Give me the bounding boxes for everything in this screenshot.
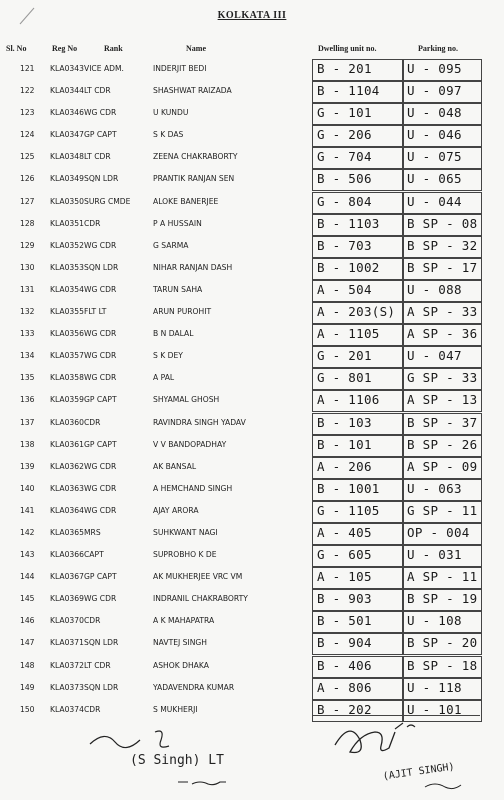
- parking-cell-value: B SP - 08: [407, 215, 478, 231]
- parking-cell-value: U - 108: [407, 613, 462, 629]
- dwelling-unit-cell-value: A - 105: [317, 569, 372, 585]
- parking-cell-value: U - 046: [407, 127, 462, 143]
- name-cell: AJAY ARORA: [153, 505, 199, 515]
- rank-cell: VICE ADM.: [84, 64, 124, 73]
- rank-cell: CDR: [84, 704, 101, 714]
- reg-no-cell: KLA0360: [50, 417, 84, 427]
- document-title: KOLKATA III: [217, 10, 287, 21]
- rank-cell: GP CAPT: [84, 439, 117, 449]
- dwelling-unit-cell-value: G - 704: [317, 149, 372, 165]
- table-row: [0, 192, 504, 214]
- sl-no-cell: 137: [20, 417, 35, 427]
- parking-cell: [402, 390, 482, 412]
- rank-cell: WG CDR: [84, 373, 117, 383]
- parking-cell: [402, 545, 482, 567]
- parking-cell: [402, 103, 482, 125]
- sl-no-cell: 122: [20, 86, 35, 96]
- reg-no-cell: KLA0367: [50, 572, 84, 582]
- rank-cell: CDR: [84, 218, 101, 228]
- rank-cell: MRS: [84, 527, 101, 537]
- sl-no-cell: 135: [20, 373, 35, 383]
- rank-cell: SQN LDR: [84, 262, 119, 272]
- dwelling-unit-cell: [312, 545, 404, 567]
- rank-cell: WG CDR: [84, 505, 117, 515]
- table-row: [0, 479, 504, 501]
- parking-cell: [402, 59, 482, 81]
- name-cell: NAVTEJ SINGH: [153, 638, 208, 648]
- name-cell: AK MUKHERJEE VRC VM: [153, 572, 243, 582]
- dwelling-unit-cell: [312, 413, 404, 435]
- sl-no-cell: 141: [20, 505, 35, 515]
- name-cell: S K DAS: [153, 130, 184, 140]
- rank-cell: SQN LDR: [84, 174, 119, 184]
- parking-cell-value: U - 065: [407, 171, 462, 187]
- name-cell: YADAVENDRA KUMAR: [153, 682, 235, 692]
- dwelling-unit-cell-value: G - 804: [317, 193, 372, 209]
- dwelling-unit-cell: [312, 501, 404, 523]
- dwelling-unit-cell-value: G - 101: [317, 105, 372, 121]
- parking-cell: [402, 169, 482, 191]
- table-row: [0, 258, 504, 280]
- parking-cell-value: U - 063: [407, 480, 462, 496]
- name-cell: ASHOK DHAKA: [153, 660, 209, 670]
- dwelling-unit-cell-value: G - 201: [317, 348, 372, 364]
- dwelling-unit-cell: [312, 656, 404, 678]
- dwelling-unit-cell: [312, 147, 404, 169]
- parking-cell: [402, 81, 482, 103]
- name-cell: B N DALAL: [153, 329, 194, 339]
- sl-no-cell: 123: [20, 108, 35, 118]
- rank-cell: CDR: [84, 616, 101, 626]
- dwelling-unit-cell-value: B - 904: [317, 635, 372, 651]
- rank-cell: WG CDR: [84, 329, 117, 339]
- name-cell: G SARMA: [153, 240, 189, 250]
- name-cell: PRANTIK RANJAN SEN: [153, 174, 235, 184]
- table-row: [0, 435, 504, 457]
- parking-cell-value: A SP - 36: [407, 326, 478, 342]
- dwelling-unit-cell: [312, 346, 404, 368]
- reg-no-cell: KLA0370: [50, 616, 84, 626]
- table-row: [0, 147, 504, 169]
- name-cell: S K DEY: [153, 351, 183, 361]
- rank-cell: LT CDR: [84, 86, 111, 96]
- reg-no-cell: KLA0358: [50, 373, 84, 383]
- reg-no-cell: KLA0352: [50, 240, 84, 250]
- name-cell: ALOKE BANERJEE: [153, 196, 219, 206]
- left-signature: [60, 722, 260, 792]
- sl-no-cell: 148: [20, 660, 35, 670]
- dwelling-unit-cell-value: B - 103: [317, 414, 372, 430]
- sl-no-cell: 132: [20, 307, 35, 317]
- reg-no-cell: KLA0362: [50, 461, 84, 471]
- table-row: [0, 302, 504, 324]
- right-signature-name: (AJIT SINGH): [382, 761, 456, 783]
- dwelling-unit-cell: [312, 523, 404, 545]
- parking-cell: [402, 633, 482, 655]
- sl-no-cell: 125: [20, 152, 35, 162]
- dwelling-unit-cell: [312, 390, 404, 412]
- dwelling-unit-cell: [312, 368, 404, 390]
- parking-cell-value: A SP - 33: [407, 304, 478, 320]
- rank-cell: WG CDR: [84, 108, 117, 118]
- dwelling-unit-cell-value: A - 806: [317, 679, 372, 695]
- dwelling-unit-cell-value: B - 201: [317, 61, 372, 76]
- dwelling-unit-cell: [312, 678, 404, 700]
- parking-cell-value: A SP - 09: [407, 458, 478, 474]
- reg-no-cell: KLA0361: [50, 439, 84, 449]
- table-row: [0, 214, 504, 236]
- name-cell: RAVINDRA SINGH YADAV: [153, 417, 246, 427]
- parking-cell: [402, 589, 482, 611]
- parking-cell: [402, 147, 482, 169]
- name-cell: U KUNDU: [153, 108, 189, 118]
- table-row: [0, 413, 504, 435]
- dwelling-unit-cell: [312, 59, 404, 81]
- dwelling-unit-cell: [312, 81, 404, 103]
- reg-no-cell: KLA0363: [50, 483, 84, 493]
- name-cell: NIHAR RANJAN DASH: [153, 262, 233, 272]
- sl-no-cell: 143: [20, 550, 35, 560]
- sl-no-cell: 134: [20, 351, 35, 361]
- left-signature-name: (S Singh) LT: [130, 753, 224, 768]
- dwelling-unit-cell: [312, 103, 404, 125]
- name-cell: V V BANDOPADHAY: [153, 439, 227, 449]
- allotment-table: [0, 59, 504, 722]
- dwelling-unit-cell: [312, 280, 404, 302]
- table-row: [0, 169, 504, 191]
- sl-no-cell: 139: [20, 461, 35, 471]
- table-row: [0, 656, 504, 678]
- parking-cell: [402, 435, 482, 457]
- header-name: Name: [186, 44, 206, 53]
- dwelling-unit-cell: [312, 589, 404, 611]
- dwelling-unit-cell-value: A - 504: [317, 281, 372, 297]
- dwelling-unit-cell-value: B - 903: [317, 591, 372, 607]
- parking-cell: [402, 413, 482, 435]
- parking-cell-value: G SP - 11: [407, 502, 478, 518]
- reg-no-cell: KLA0349: [50, 174, 84, 184]
- dwelling-unit-cell-value: B - 501: [317, 613, 372, 629]
- dwelling-unit-cell-value: A - 206: [317, 458, 372, 474]
- sl-no-cell: 145: [20, 594, 35, 604]
- dwelling-unit-cell: [312, 324, 404, 346]
- table-row: [0, 678, 504, 700]
- sl-no-cell: 126: [20, 174, 35, 184]
- table-row: [0, 633, 504, 655]
- dwelling-unit-cell: [312, 214, 404, 236]
- dwelling-unit-cell: [312, 633, 404, 655]
- dwelling-unit-cell-value: B - 406: [317, 657, 372, 673]
- dwelling-unit-cell: [312, 169, 404, 191]
- sl-no-cell: 136: [20, 395, 35, 405]
- parking-cell: [402, 678, 482, 700]
- dwelling-unit-cell: [312, 258, 404, 280]
- sl-no-cell: 128: [20, 218, 35, 228]
- sl-no-cell: 131: [20, 284, 35, 294]
- rank-cell: CAPT: [84, 550, 104, 560]
- dwelling-unit-cell: [312, 192, 404, 214]
- table-row: [0, 501, 504, 523]
- dwelling-unit-cell-value: A - 203(S): [317, 304, 396, 320]
- reg-no-cell: KLA0343: [50, 64, 84, 73]
- reg-no-cell: KLA0355: [50, 307, 84, 317]
- rank-cell: SQN LDR: [84, 682, 119, 692]
- parking-cell-value: B SP - 18: [407, 657, 478, 673]
- reg-no-cell: KLA0364: [50, 505, 84, 515]
- parking-cell-value: U - 047: [407, 348, 462, 364]
- parking-cell-value: U - 095: [407, 61, 462, 76]
- rank-cell: SURG CMDE: [84, 196, 131, 206]
- rank-cell: WG CDR: [84, 461, 117, 471]
- parking-cell: [402, 611, 482, 633]
- parking-cell-value: B SP - 37: [407, 414, 478, 430]
- name-cell: ZEENA CHAKRABORTY: [153, 152, 238, 162]
- sl-no-cell: 121: [20, 64, 35, 73]
- table-row: [0, 280, 504, 302]
- rank-cell: LT CDR: [84, 660, 111, 670]
- dwelling-unit-cell: [312, 236, 404, 258]
- dwelling-unit-cell-value: B - 1002: [317, 259, 380, 275]
- sl-no-cell: 127: [20, 196, 35, 206]
- parking-cell-value: B SP - 17: [407, 259, 478, 275]
- reg-no-cell: KLA0366: [50, 550, 84, 560]
- parking-cell-value: U - 075: [407, 149, 462, 165]
- rank-cell: WG CDR: [84, 240, 117, 250]
- parking-cell: [402, 523, 482, 545]
- dwelling-unit-cell: [312, 479, 404, 501]
- name-cell: INDERJIT BEDI: [153, 64, 207, 73]
- table-row: [0, 324, 504, 346]
- parking-cell: [402, 214, 482, 236]
- rank-cell: SQN LDR: [84, 638, 119, 648]
- table-row: [0, 368, 504, 390]
- dwelling-unit-cell: [312, 125, 404, 147]
- reg-no-cell: KLA0365: [50, 527, 84, 537]
- table-row: [0, 103, 504, 125]
- parking-cell-value: A SP - 13: [407, 392, 478, 408]
- rank-cell: WG CDR: [84, 483, 117, 493]
- table-row: [0, 457, 504, 479]
- rank-cell: WG CDR: [84, 284, 117, 294]
- name-cell: S MUKHERJI: [153, 704, 198, 714]
- reg-no-cell: KLA0369: [50, 594, 84, 604]
- reg-no-cell: KLA0351: [50, 218, 84, 228]
- rank-cell: LT CDR: [84, 152, 111, 162]
- parking-cell: [402, 368, 482, 390]
- dwelling-unit-cell-value: A - 1105: [317, 326, 380, 342]
- dwelling-unit-cell-value: B - 101: [317, 436, 372, 452]
- parking-cell: [402, 567, 482, 589]
- table-row: [0, 611, 504, 633]
- dwelling-unit-cell-value: B - 1001: [317, 480, 380, 496]
- reg-no-cell: KLA0354: [50, 284, 84, 294]
- name-cell: SHASHWAT RAIZADA: [153, 86, 232, 96]
- header-sl-no: Sl. No: [6, 44, 27, 53]
- parking-cell: [402, 280, 482, 302]
- sl-no-cell: 147: [20, 638, 35, 648]
- reg-no-cell: KLA0353: [50, 262, 84, 272]
- sl-no-cell: 144: [20, 572, 35, 582]
- sl-no-cell: 133: [20, 329, 35, 339]
- reg-no-cell: KLA0357: [50, 351, 84, 361]
- table-row: [0, 59, 504, 81]
- dwelling-unit-cell: [312, 457, 404, 479]
- dwelling-unit-cell-value: A - 405: [317, 524, 372, 540]
- dwelling-unit-cell-value: G - 801: [317, 370, 372, 386]
- dwelling-unit-cell-value: G - 605: [317, 547, 372, 563]
- parking-cell-value: U - 088: [407, 281, 462, 297]
- dwelling-unit-cell-value: B - 1103: [317, 215, 380, 231]
- parking-cell-value: U - 048: [407, 105, 462, 121]
- rank-cell: GP CAPT: [84, 130, 117, 140]
- name-cell: TARUN SAHA: [153, 284, 203, 294]
- parking-cell-value: U - 044: [407, 193, 462, 209]
- parking-cell-value: B SP - 26: [407, 436, 478, 452]
- table-row: [0, 81, 504, 103]
- rank-cell: WG CDR: [84, 351, 117, 361]
- reg-no-cell: KLA0371: [50, 638, 84, 648]
- dwelling-unit-cell: [312, 611, 404, 633]
- name-cell: A K MAHAPATRA: [153, 616, 215, 626]
- parking-cell-value: B SP - 20: [407, 635, 478, 651]
- sl-no-cell: 149: [20, 682, 35, 692]
- header-dwelling-unit: Dwelling unit no.: [318, 44, 377, 53]
- sl-no-cell: 124: [20, 130, 35, 140]
- rank-cell: FLT LT: [84, 307, 107, 317]
- rank-cell: GP CAPT: [84, 395, 117, 405]
- rank-cell: GP CAPT: [84, 572, 117, 582]
- dwelling-unit-cell: [312, 302, 404, 324]
- header-reg-no: Reg No: [52, 44, 78, 53]
- reg-no-cell: KLA0347: [50, 130, 84, 140]
- dwelling-unit-cell-value: B - 202: [317, 701, 372, 717]
- name-cell: SHYAMAL GHOSH: [153, 395, 220, 405]
- reg-no-cell: KLA0374: [50, 704, 84, 714]
- parking-cell: [402, 346, 482, 368]
- reg-no-cell: KLA0346: [50, 108, 84, 118]
- dwelling-unit-cell-value: G - 206: [317, 127, 372, 143]
- table-row: [0, 545, 504, 567]
- header-rank: Rank: [104, 44, 123, 53]
- table-row: [0, 390, 504, 412]
- reg-no-cell: KLA0344: [50, 86, 84, 96]
- name-cell: INDRANIL CHAKRABORTY: [153, 594, 248, 604]
- sl-no-cell: 146: [20, 616, 35, 626]
- reg-no-cell: KLA0359: [50, 395, 84, 405]
- parking-cell: [402, 236, 482, 258]
- parking-cell: [402, 656, 482, 678]
- table-row: [0, 589, 504, 611]
- parking-cell: [402, 192, 482, 214]
- sl-no-cell: 140: [20, 483, 35, 493]
- dwelling-unit-cell-value: G - 1105: [317, 502, 380, 518]
- parking-cell-value: U - 097: [407, 83, 462, 99]
- table-row: [0, 125, 504, 147]
- right-signature: [325, 715, 485, 795]
- dwelling-unit-cell: [312, 567, 404, 589]
- reg-no-cell: KLA0350: [50, 196, 84, 206]
- parking-cell: [402, 501, 482, 523]
- dwelling-unit-cell: [312, 435, 404, 457]
- name-cell: AK BANSAL: [153, 461, 197, 471]
- dwelling-unit-cell-value: A - 1106: [317, 392, 380, 408]
- name-cell: A PAL: [153, 373, 175, 383]
- name-cell: SUPROBHO K DE: [153, 550, 217, 560]
- reg-no-cell: KLA0348: [50, 152, 84, 162]
- sl-no-cell: 130: [20, 262, 35, 272]
- reg-no-cell: KLA0372: [50, 660, 84, 670]
- table-row: [0, 523, 504, 545]
- parking-cell: [402, 125, 482, 147]
- reg-no-cell: KLA0356: [50, 329, 84, 339]
- sl-no-cell: 138: [20, 439, 35, 449]
- parking-cell: [402, 324, 482, 346]
- name-cell: P A HUSSAIN: [153, 218, 202, 228]
- parking-cell-value: U - 101: [407, 701, 462, 717]
- parking-cell: [402, 258, 482, 280]
- parking-cell-value: U - 031: [407, 547, 462, 563]
- parking-cell-value: B SP - 19: [407, 591, 478, 607]
- parking-cell: [402, 302, 482, 324]
- rank-cell: WG CDR: [84, 594, 117, 604]
- dwelling-unit-cell-value: B - 1104: [317, 83, 380, 99]
- table-row: [0, 236, 504, 258]
- name-cell: A HEMCHAND SINGH: [153, 483, 233, 493]
- sl-no-cell: 142: [20, 527, 35, 537]
- sl-no-cell: 150: [20, 704, 35, 714]
- parking-cell: [402, 479, 482, 501]
- parking-cell: [402, 457, 482, 479]
- parking-cell-value: A SP - 11: [407, 569, 478, 585]
- reg-no-cell: KLA0373: [50, 682, 84, 692]
- parking-cell-value: U - 118: [407, 679, 462, 695]
- table-row: [0, 346, 504, 368]
- dwelling-unit-cell-value: B - 703: [317, 237, 372, 253]
- name-cell: ARUN PUROHIT: [153, 307, 212, 317]
- sl-no-cell: 129: [20, 240, 35, 250]
- parking-cell-value: OP - 004: [407, 524, 470, 540]
- header-parking-no: Parking no.: [418, 44, 459, 53]
- dwelling-unit-cell-value: B - 506: [317, 171, 372, 187]
- parking-cell-value: B SP - 32: [407, 237, 478, 253]
- name-cell: SUHKWANT NAGI: [153, 527, 218, 537]
- rank-cell: CDR: [84, 417, 101, 427]
- parking-cell-value: G SP - 33: [407, 370, 478, 386]
- table-row: [0, 567, 504, 589]
